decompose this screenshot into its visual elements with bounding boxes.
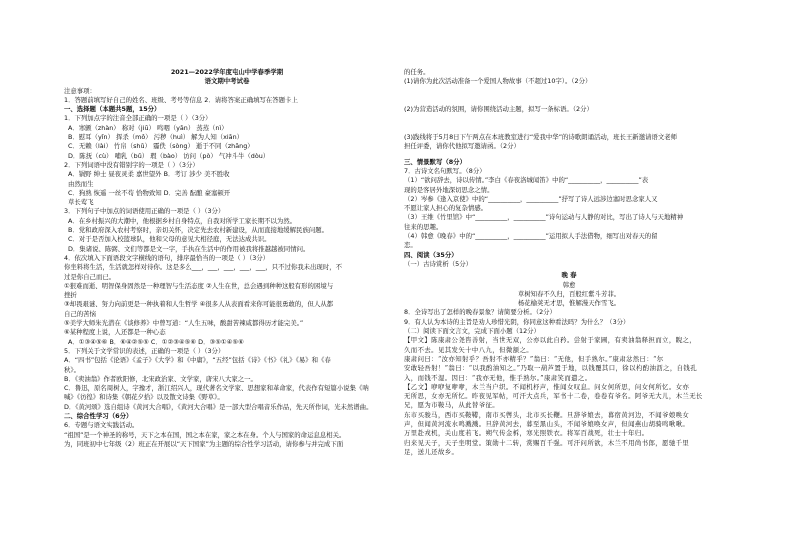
text-line: 恋。: [404, 241, 417, 250]
text-line: A．①③④⑤⑥ B．⑥④②⑤⑤ C．①②③④⑤⑥ D．③⑤①④⑤⑥: [68, 337, 244, 346]
right-column: [404, 68, 734, 457]
text-line: “祖国”是一个神圣的称号，天下之本在国，国之本在家，家之本在身。个人与国家的命运息息相关。: [64, 430, 346, 439]
prose-line: 东市买骏马，西市买鞍鞯，南市买辔头，北市买长鞭。旦辞爷娘去，暮宿黄河边，不闻爷娘唤女: [404, 410, 690, 419]
text-line: 1．下列加点字的注音全部正确的一项是（ ）（3分）: [64, 114, 212, 123]
exam-page: [0, 68, 794, 550]
text-line: C．狗熟 恢遥 一丝不苟 恰物致知 D．完善 酝酿 豪塞顿开: [68, 188, 231, 197]
exam-title: 语文期中考试卷: [204, 77, 250, 86]
prose-line: 足，送儿还故乡。: [404, 447, 459, 456]
text-line: （1）“欲问辞去，诗以传情。”李白《春夜洛城闻笛》中的“__________，__________”表: [404, 176, 649, 185]
text-line: 秋》。: [64, 365, 80, 374]
left-column: [64, 68, 390, 449]
text-line: 挫折: [64, 291, 77, 300]
text-line: B．党和政府深入农村考察时，亲切关怀，决定先去农村新建设，从而直接地缓解民族问题。: [68, 226, 329, 235]
text-line: [404, 114, 734, 123]
text-line: A．“四书”包括《论语》《孟子》《大学》和《中庸》，“五经”包括《诗》《书》《礼》《易》和《春: [64, 356, 331, 365]
text-line: 为，同班初中七年级（2）班正在开展以“天下国家”为主题的综合性学习活动，请你参与并完成下面: [64, 439, 344, 448]
text-line: 的任务。: [404, 68, 430, 76]
poem-line: 草树知春不久归，百般红紫斗芳菲。: [517, 289, 621, 298]
section-heading: 一、选择题（本题共5题，15分）: [64, 105, 161, 114]
text-line: 由然而生: [68, 179, 94, 188]
poem-title: 晚 春: [561, 271, 577, 280]
text-line: 1．答题前填写好自己的姓名、班级、考号等信息 2．请将答案正确填写在答题卡上: [64, 95, 298, 104]
text-line: ⑤美学大师朱光潜在《谈修养》中曾写道：“人生五味，酸甜苦辣咸都得历才能完美。”: [64, 319, 304, 328]
question-line: （二）阅读下面文言文，完成下面小题（12分）: [404, 327, 540, 336]
text-line: D．陈抚（cù） 哺乳（bǔ） 瑕（bào） 访问（pò） 气冲斗牛（dòu）: [68, 151, 270, 160]
text-line: ⑥某种程度上说，人还都是一种心态: [64, 328, 166, 337]
prose-line: 声，但闻黄河流水鸣溅溅。旦辞黄河去，暮至黑山头，不闻爷娘唤女声，但闻燕山胡骑鸣啾啾。: [404, 419, 690, 428]
prose-line: 归来见天子，天子坐明堂。策勋十二转，赏赐百千强。可汗问所欲，木兰不用尚书郎，愿驰千里: [404, 438, 690, 447]
prose-line: 久而不去。见其发矢十中八九，但微颔之。: [404, 345, 534, 354]
text-line: [404, 96, 734, 105]
text-line: C．对于是否加入校篮球队，他和父母的意见大相径庭，无法达成共识。: [68, 235, 271, 244]
text-line: 5．下列关于文学常识的表述，正确的一项是（ ）（3分）: [64, 346, 225, 355]
text-line: C．无赖（lài） 竹帛（shǔ） 霾佚（sòng） 逝于不同（zhāng）: [68, 142, 254, 151]
text-line: 2．下列词语中没有错别字的一项是（ ）（3分）: [64, 160, 199, 169]
section-heading: 三、情景默写（8分）: [404, 157, 466, 166]
text-line: 6．专题与语文实践活动。: [64, 421, 139, 430]
text-line: 不愿让家人担心的复杂情感。: [404, 204, 488, 213]
text-line: (1)请你为此次活动准备一个爱国人物故事（不超过10字）。（2分）: [404, 77, 592, 86]
text-line: A．在乡村振兴的大潮中，他根据乡村自身特点，自我对所学工家长期不以为然。: [68, 216, 297, 225]
text-line: 自己的苦恼: [64, 309, 96, 318]
text-line: 过是你自己而已。: [64, 272, 116, 281]
text-line: 3．下列句子中加点的词语使用正确的一项是（ ）（3分）: [64, 207, 225, 216]
text-line: D．集诸说、陈弼、文们等都是文一字，手执在生活中的作用被我将推越越被同情问。: [68, 244, 310, 253]
poem-line: 杨花榆荚无才思，惟解漫天作雪飞。: [517, 299, 621, 308]
text-line: 4．依次填入下面语段文字横线的语句，排序最恰当的一项是（ ）（3分）: [64, 253, 270, 262]
question-line: 9．有人认为本诗的主旨是劝人珍惜光阴，你同意这种看法吗？为什么？（3分）: [404, 317, 630, 326]
text-line: 7．古诗文名句默写。（8分）: [404, 166, 486, 175]
text-line: B．慰耳（yǐn） 挥杀（mǒ） 污秽（huì） 解为人知（xiān）: [68, 133, 244, 142]
text-line: 注意事项：: [64, 86, 96, 95]
question-line: 8．全诗写出了怎样的晚春景象？请简要分析。（2分）: [404, 308, 556, 317]
text-line: B．《卖油翁》作者欧阳修，北宋政治家、文学家，唐宋八大家之一。: [64, 374, 257, 383]
text-line: (2)为营造活动的氛围，请你围绕活动主题，拟写一条标语。（2分）: [404, 105, 593, 114]
section-heading: 二、综合性学习（6分）: [64, 411, 133, 420]
text-line: 草长莺飞: [68, 198, 94, 207]
poem-author: 韩愈: [562, 280, 576, 289]
text-line: 你坐料将生活，生活就怎样对待你。这是多么___，___，___，___，___，只不过你我未出现时，不: [64, 263, 342, 272]
prose-line: 安敢轻吾射！”翁曰：“以我酌油知之。”乃取一葫芦置于地，以钱覆其口，徐以杓酌油沥之，自钱孔: [404, 364, 698, 373]
text-line: A．锅野 绅士 昼夜灵柔 嘉世望外 B．考订 涉少 美不胜收: [68, 170, 230, 179]
text-line: A．寒颤（zhàn） 称对（jiū） 鸣咽（yān） 蒸蒸（nì）: [68, 123, 228, 132]
text-line: 担任评委，请你代他拟写邀请函。（2分）: [404, 142, 520, 151]
text-line: 往来的思趣。: [404, 222, 443, 231]
text-line: ①狠难而逝、明智保身固然是一种理智与生活态度 ②人生在世，总会遇到种种这般有形的困境与: [64, 281, 334, 290]
text-line: （3）王维《竹里馆》中“__________，__________”诗句运动与人静的对比，写出了诗人与天地精神: [404, 213, 684, 222]
text-line: [404, 87, 734, 96]
text-line: C．鲁迅，原名周树人，字豫才，浙江绍兴人，现代著名文学家、思想家和革命家，代表作有短篇小说集《呐: [64, 384, 369, 393]
prose-line: 【甲文】陈康肃公尧咨善射，当世无双，公亦以此自矜。尝射于家圃，有卖油翁释担而立，睨之，: [404, 336, 696, 345]
text-line: （4）韩愈《晚春》中的“__________，__________”运用拟人手法借物，细写出对春天的留: [404, 232, 658, 241]
prose-line: 无所思，女亦无所忆。昨夜见军帖，可汗大点兵，军书十二卷，卷卷有爷名。阿爷无大儿，木兰无长: [404, 392, 703, 401]
prose-line: 入，而钱不湿。因曰：“我亦无他，惟手熟尔。”康肃笑而遣之。: [404, 373, 592, 382]
prose-line: 兄，愿为市鞍马，从此替爷征。: [404, 401, 500, 410]
text-line: （2）岑参《逢入京使》中的“__________，__________”抒写了诗人远涉边塞时思念家人又: [404, 194, 658, 203]
prose-line: 【乙文】咿咿复咿咿，木兰当户织。不闻机杼声，惟闻女叹息。问女何所思，问女何所忆。女亦: [404, 382, 690, 391]
text-line: D．《黄河颂》选自组诗《黄河大合唱》，《黄河大合唱》是一部大型合唱音乐作品，先天所作词，光未然谱曲。: [64, 402, 373, 411]
prose-line: 万里赴戎机，关山度若飞。朔气传金柝，寒光照铁衣。将军百战死，壮士十年归。: [404, 429, 649, 438]
text-line: 现的是客居外地深切思念之情。: [404, 185, 494, 194]
text-line: ③却畏艰谜、努力向前更是一种执着和人生哲学 ④很多人从表面看来你可能很勇敢的，但人从都: [64, 300, 334, 309]
text-line: 喊》《彷徨》和诗集《朝花夕拾》以及散文诗集《野草》。: [64, 393, 224, 402]
section-heading: 四、阅读（35分）: [404, 250, 458, 259]
text-line: (3)践线将于5月8日下午两点在本班教室进行“爱我中华”的诗歌朗诵活动，班长王新邀请语文老师: [404, 133, 678, 142]
text-line: （一）古诗赏析（5分）: [404, 259, 472, 268]
text-line: [404, 124, 734, 133]
prose-line: 康肃问曰：“汝亦知射乎？吾射不亦精乎？”翁曰：“无他，但手熟尔。”康肃忿然曰：“尔: [404, 354, 664, 363]
exam-title: 2021—2022学年度屯山中学春季学期: [170, 68, 284, 76]
